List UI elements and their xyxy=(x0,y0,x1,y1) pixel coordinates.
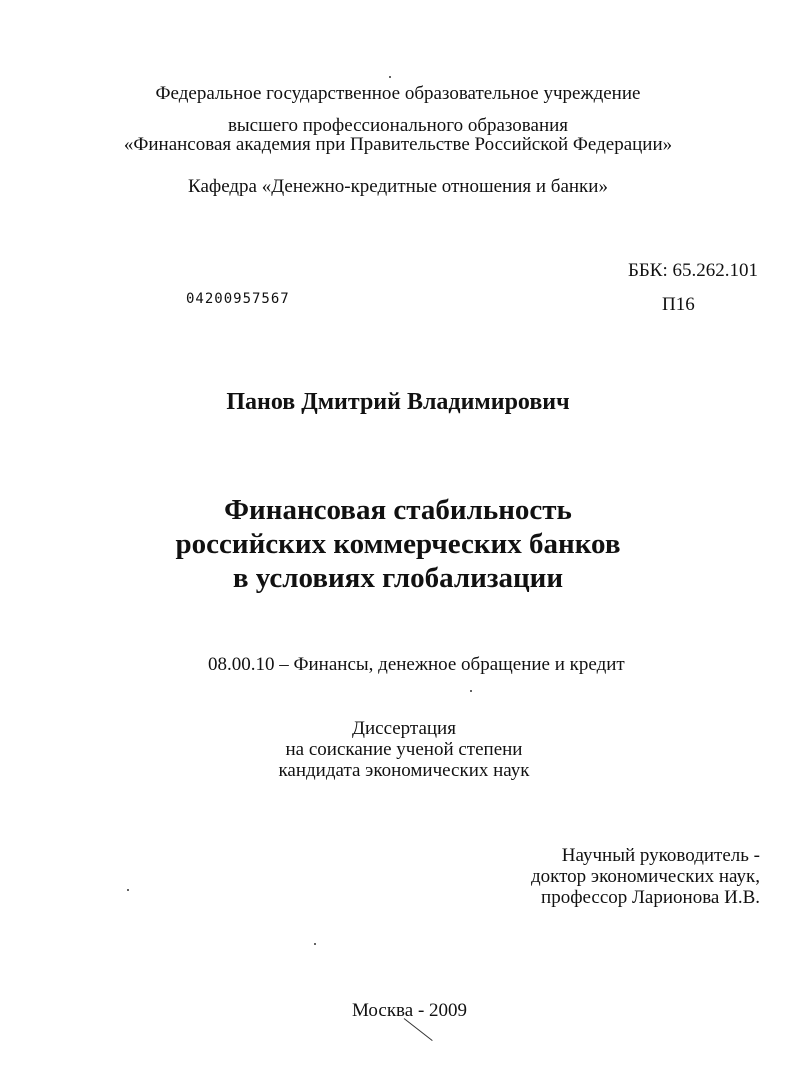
author-name: Панов Дмитрий Владимирович xyxy=(226,389,570,415)
bbk-code: ББК: 65.262.101 xyxy=(627,260,758,281)
institution-line-1: Федеральное государственное образовательное учреждение xyxy=(155,83,641,104)
scan-speck xyxy=(314,943,316,945)
scan-speck xyxy=(389,76,391,78)
title-line-2: российских коммерческих банков xyxy=(175,528,621,560)
degree-line-3: кандидата экономических наук xyxy=(278,760,530,781)
supervisor-line-1: Научный руководитель - xyxy=(561,845,760,866)
title-line-3: в условиях глобализации xyxy=(232,562,564,594)
institution-line-3: «Финансовая академия при Правительстве Российской Федерации» xyxy=(123,134,673,155)
degree-line-2: на соискание ученой степени xyxy=(285,739,523,760)
institution-line-2: высшего профессионального образования xyxy=(227,115,569,136)
city-year: Москва - 2009 xyxy=(352,1000,468,1021)
specialty-code: 08.00.10 – Финансы, денежное обращение и кредит xyxy=(208,654,625,675)
title-line-1: Финансовая стабильность xyxy=(224,494,572,526)
degree-line-1: Диссертация xyxy=(352,718,456,739)
scan-speck xyxy=(127,889,129,891)
author-index: П16 xyxy=(662,294,695,315)
supervisor-line-3: профессор Ларионова И.В. xyxy=(541,887,760,908)
scan-speck xyxy=(470,690,472,692)
department-line: Кафедра «Денежно-кредитные отношения и банки» xyxy=(188,176,608,197)
supervisor-line-2: доктор экономических наук, xyxy=(530,866,760,887)
barcode-number: 04200957567 xyxy=(186,291,290,307)
